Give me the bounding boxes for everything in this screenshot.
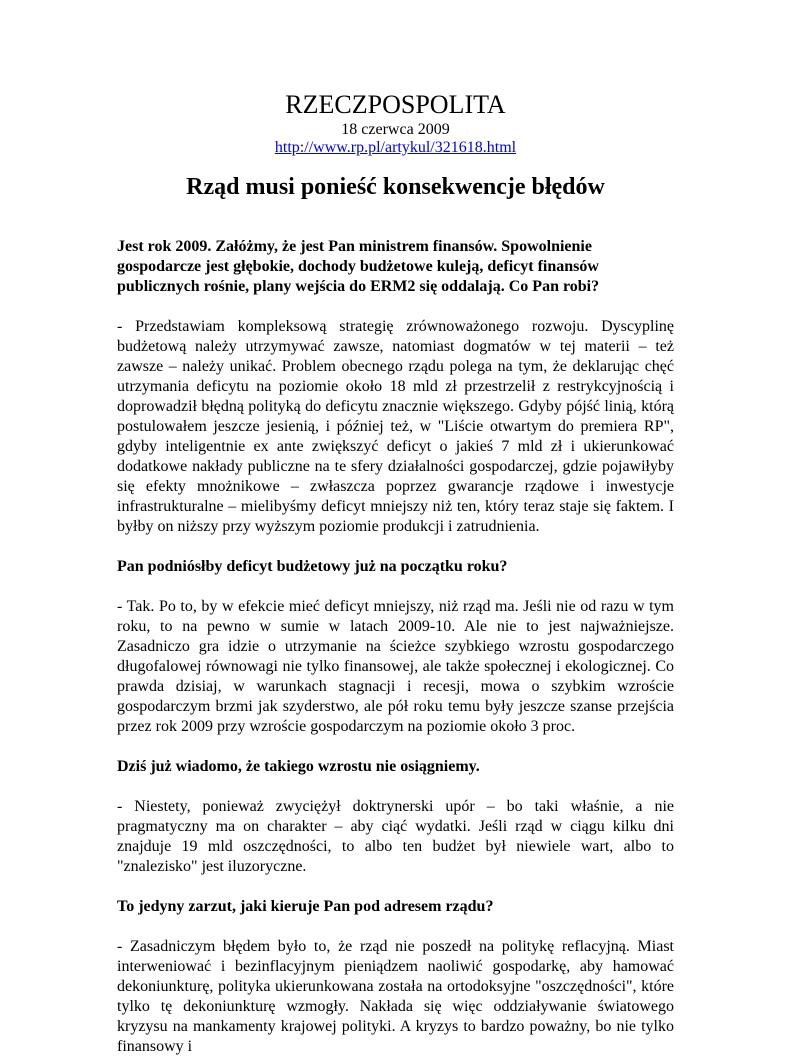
interview-question: Dziś już wiadomo, że takiego wzrostu nie osiągniemy. xyxy=(117,758,480,775)
interview-answer: - Tak. Po to, by w efekcie mieć deficyt mniejszy, niż rząd ma. Jeśli nie od razu w tym roku, to na pewno w sumie w latach 2009-10. Ale nie to jest najważniejsze. Zasadniczo gra idzie o utrzymanie na ścieżce szybkiego wzrostu gospodarczego długofalowej równowagi nie tylko finansowej, ale także społecznej i ekologicznej. Co prawda dzisiaj, w warunkach stagnacji i recesji, mowa o szybkim wzroście gospodarczym brzmi jak szyderstwo, ale pół roku temu były jeszcze szanse przejścia przez rok 2009 przy wzroście gospodarczym na poziomie około 3 proc. xyxy=(117,598,674,735)
article-body xyxy=(117,237,674,1057)
interview-answer: - Niestety, ponieważ zwyciężył doktrynerski upór – bo taki właśnie, a nie pragmatyczny ma on charakter – aby ciąć wydatki. Jeśli rząd w ciągu kilku dni znajduje 19 mld oszczędności, to albo ten budżet był niewiele wart, albo to "znalezisko" jest iluzoryczne. xyxy=(117,798,674,875)
interview-question: To jedyny zarzut, jaki kieruje Pan pod adresem rządu? xyxy=(117,898,494,915)
newspaper-name: RZECZPOSPOLITA xyxy=(285,90,506,119)
masthead xyxy=(0,90,791,157)
interview-question: Pan podniósłby deficyt budżetowy już na początku roku? xyxy=(117,558,508,575)
publication-date: 18 czerwca 2009 xyxy=(341,121,450,138)
article-headline: Rząd musi ponieść konsekwencje błędów xyxy=(186,174,605,200)
article-url-link[interactable]: http://www.rp.pl/artykul/321618.html xyxy=(274,139,517,156)
interview-answer: - Zasadniczym błędem było to, że rząd nie poszedł na politykę reflacyjną. Miast interweniować i bezinflacyjnym pieniądzem naoliwić gospodarkę, aby hamować dekoniunkturę, polityka ukierunkowana została na ortodoksyjne "oszczędności", które tylko tę dekoniunkturę wzmogły. Nakłada się więc oddziaływanie światowego kryzysu na mankamenty krajowej polityki. A kryzys to bardzo poważny, bo nie tylko finansowy i xyxy=(117,938,674,1055)
interview-answer: - Przedstawiam kompleksową strategię zrównoważonego rozwoju. Dyscyplinę budżetową należy utrzymywać zawsze, natomiast dogmatów w tej materii – też zawsze – należy unikać. Problem obecnego rządu polega na tym, że deklarując chęć utrzymania deficytu na poziomie około 18 mld zł przestrzelił z restrykcyjnością i doprowadził błędną polityką do deficytu znacznie większego. Gdyby pójść linią, którą postulowałem jeszcze jesienią, i później też, w "Liście otwartym do premiera RP", gdyby inteligentnie ex ante zwiększyć deficyt o jakieś 7 mld zł i ukierunkować dodatkowe nakłady publiczne na te sfery działalności gospodarczej, gdzie pojawiłyby się efekty mnożnikowe – zwłaszcza poprzez gwarancje rządowe i inwestycje infrastrukturalne – mielibyśmy deficyt mniejszy niż ten, który teraz staje się faktem. I byłby on niższy przy wyższym poziomie produkcji i zatrudnienia. xyxy=(117,318,674,535)
interview-question: Jest rok 2009. Załóżmy, że jest Pan ministrem finansów. Spowolnienie gospodarcze jest głębokie, dochody budżetowe kuleją, deficyt finansów publicznych rośnie, plany wejścia do ERM2 się oddalają. Co Pan robi? xyxy=(117,238,600,295)
